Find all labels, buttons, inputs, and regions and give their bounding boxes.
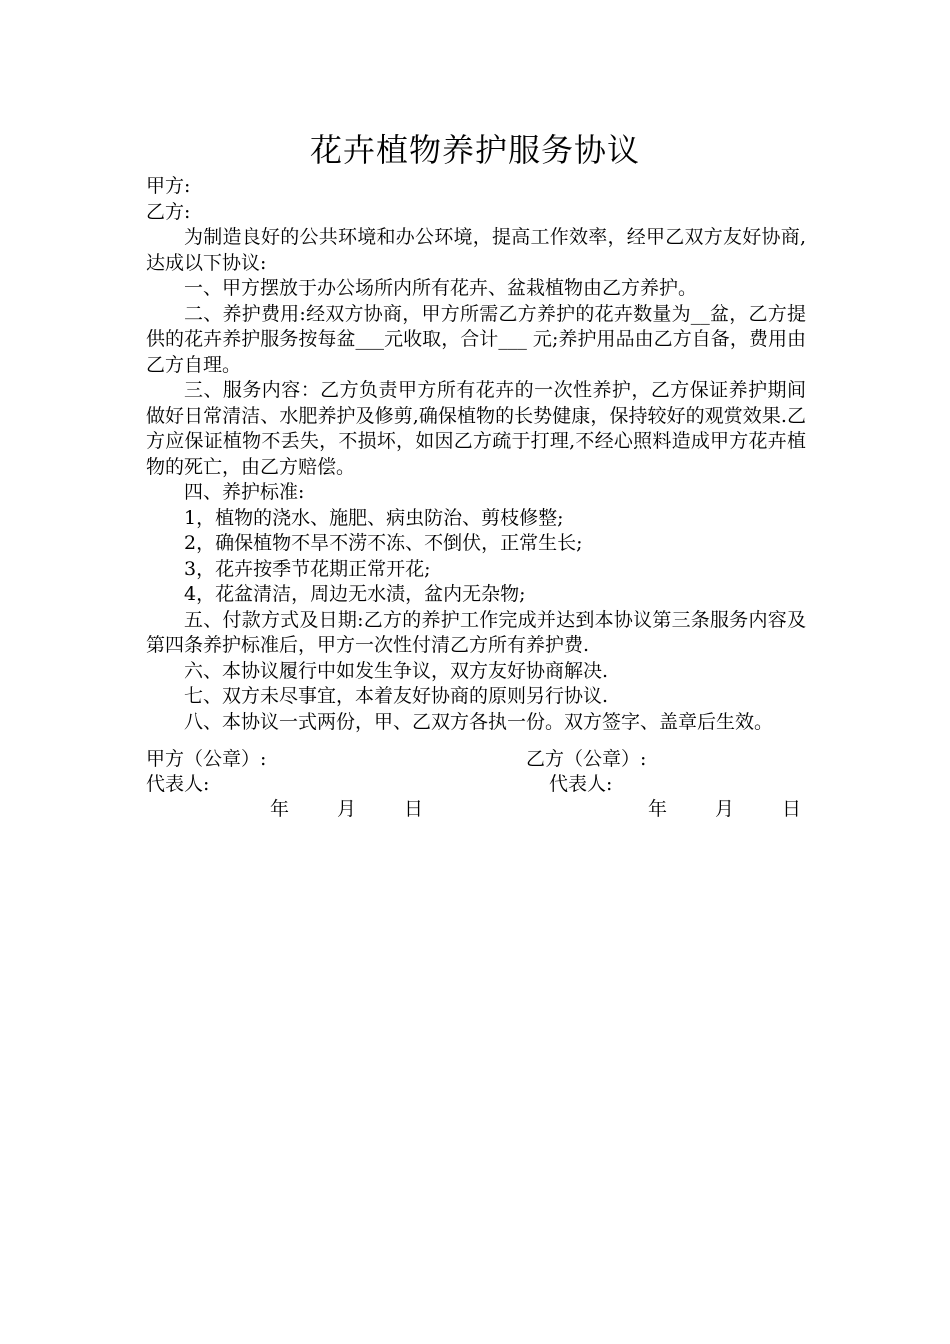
day-label: 日 — [782, 798, 802, 820]
year-label: 年 — [270, 798, 290, 820]
clause-2: 二、养护费用:经双方协商，甲方所需乙方养护的花卉数量为__盆，乙方提供的花卉养护服务按每盆___元收取，合计___ 元;养护用品由乙方自备，费用由乙方自理。 — [146, 302, 806, 376]
party-a-representative-label: 代表人: — [146, 773, 210, 795]
clause-4: 四、养护标准: — [184, 481, 305, 503]
standard-item-1: 1，植物的浇水、施肥、病虫防治、剪枝修整; — [184, 506, 564, 529]
party-a-label: 甲方: — [146, 175, 191, 197]
agreement-body — [146, 174, 806, 735]
clause-1: 一、甲方摆放于办公场所内所有花卉、盆栽植物由乙方养护。 — [184, 277, 698, 299]
party-a-seal-label: 甲方（公章）: — [146, 748, 267, 770]
clause-6: 六、本协议履行中如发生争议，双方友好协商解决. — [184, 659, 609, 682]
party-b-date-line — [648, 797, 801, 822]
clause-8: 八、本协议一式两份，甲、乙双方各执一份。双方签字、盖章后生效。 — [184, 710, 774, 733]
party-b-representative-label: 代表人: — [549, 773, 613, 795]
standard-item-2: 2，确保植物不旱不涝不冻、不倒伏，正常生长; — [184, 532, 583, 554]
day-label: 日 — [404, 798, 424, 820]
clause-7: 七、双方未尽事宜，本着友好协商的原则另行协议. — [184, 685, 609, 707]
clause-3: 三、服务内容：乙方负责甲方所有花卉的一次性养护，乙方保证养护期间做好日常清洁、水肥养护及修剪,确保植物的长势健康，保持较好的观赏效果.乙方应保证植物不丢失，不损坏，如因乙方疏于打理,不经心照料造成甲方花卉植物的死亡，由乙方赔偿。 — [146, 379, 806, 478]
standard-item-4: 4，花盆清洁，周边无水渍，盆内无杂物; — [184, 583, 526, 605]
standard-item-3: 3，花卉按季节花期正常开花; — [184, 557, 431, 580]
clause-5: 五、付款方式及日期:乙方的养护工作完成并达到本协议第三条服务内容及第四条养护标准后，甲方一次性付清乙方所有养护费. — [146, 608, 806, 656]
document-title: 花卉植物养护服务协议 — [309, 131, 640, 169]
party-a-date-line — [270, 797, 423, 822]
year-label: 年 — [648, 798, 668, 820]
party-b-seal-label: 乙方（公章）: — [526, 748, 647, 770]
preamble-paragraph: 为制造良好的公共环境和办公环境，提高工作效率，经甲乙双方友好协商,达成以下协议: — [146, 226, 806, 274]
party-b-label: 乙方: — [146, 200, 191, 223]
month-label: 月 — [337, 798, 357, 820]
month-label: 月 — [715, 798, 735, 820]
